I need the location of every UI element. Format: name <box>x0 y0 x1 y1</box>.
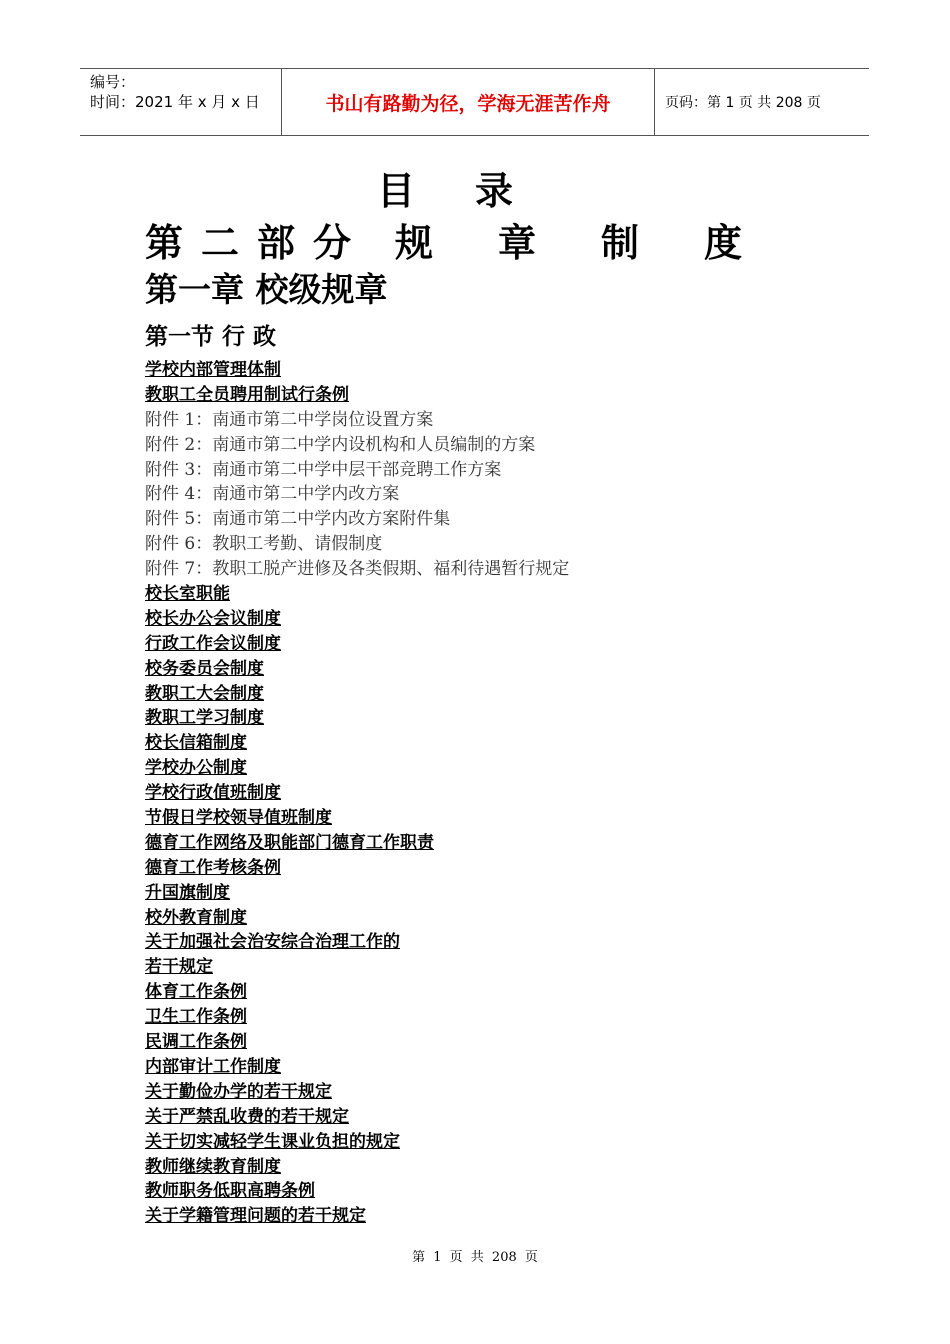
part-word: 规 <box>395 221 434 265</box>
toc-link[interactable]: 行政工作会议制度 <box>145 633 281 654</box>
toc-link[interactable]: 关于严禁乱收费的若干规定 <box>145 1106 349 1127</box>
header-motto: 书山有路勤为径，学海无涯苦作舟 <box>325 92 611 115</box>
toc-link[interactable]: 学校内部管理体制 <box>145 360 281 380</box>
toc-link[interactable]: 校务委员会制度 <box>145 658 264 679</box>
header-left-cell <box>80 69 280 135</box>
toc-subitem: 附件 1：南通市第二中学岗位设置方案 <box>145 409 434 430</box>
toc-link[interactable]: 卫生工作条例 <box>145 1007 247 1028</box>
toc-list <box>145 358 569 1229</box>
toc-link[interactable]: 校长办公会议制度 <box>145 608 281 629</box>
header-motto-cell <box>281 69 655 135</box>
toc-link[interactable]: 德育工作网络及职能部门德育工作职责 <box>145 832 434 853</box>
toc-link[interactable]: 关于加强社会治安综合治理工作的 <box>145 932 400 953</box>
toc-link[interactable]: 关于勤俭办学的若干规定 <box>145 1081 332 1102</box>
toc-link[interactable]: 关于切实减轻学生课业负担的规定 <box>145 1131 400 1152</box>
toc-title: 目录 <box>376 169 573 213</box>
toc-subitem: 附件 3：南通市第二中学中层干部竞聘工作方案 <box>145 459 502 480</box>
part-word: 制 <box>601 221 640 265</box>
toc-subitem: 附件 7：教职工脱产进修及各类假期、福利待遇暂行规定 <box>145 559 570 580</box>
part-words <box>395 212 807 267</box>
toc-link[interactable]: 关于学籍管理问题的若干规定 <box>145 1206 366 1227</box>
part-word: 度 <box>704 221 743 265</box>
toc-subitem: 附件 4：南通市第二中学内改方案 <box>145 484 400 505</box>
document-time-label: 时间：2021 年 x 月 x 日 <box>90 93 260 111</box>
toc-link[interactable]: 校长信箱制度 <box>145 733 247 754</box>
header-page-info: 页码：第 1 页 共 208 页 <box>665 95 821 111</box>
part-prefix: 第二部分 <box>145 221 370 265</box>
toc-link[interactable]: 内部审计工作制度 <box>145 1056 281 1077</box>
toc-link[interactable]: 民调工作条例 <box>145 1032 247 1053</box>
document-number-label: 编号： <box>90 73 136 91</box>
toc-link[interactable]: 若干规定 <box>145 957 213 978</box>
toc-link[interactable]: 升国旗制度 <box>145 882 230 903</box>
header-page-cell <box>655 69 869 135</box>
toc-subitem: 附件 6：教职工考勤、请假制度 <box>145 534 383 555</box>
toc-link[interactable]: 节假日学校领导值班制度 <box>145 808 332 829</box>
toc-link[interactable]: 教师继续教育制度 <box>145 1156 281 1177</box>
toc-link[interactable]: 学校办公制度 <box>145 758 247 779</box>
toc-link[interactable]: 教职工学习制度 <box>145 708 264 729</box>
toc-link[interactable]: 校外教育制度 <box>145 907 247 928</box>
toc-link[interactable]: 学校行政值班制度 <box>145 783 281 804</box>
toc-link[interactable]: 德育工作考核条例 <box>145 857 281 878</box>
page-header <box>80 68 869 136</box>
toc-link[interactable]: 教职工大会制度 <box>145 683 264 704</box>
toc-link[interactable]: 体育工作条例 <box>145 982 247 1003</box>
toc-link[interactable]: 教职工全员聘用制试行条例 <box>145 384 349 405</box>
page-footer: 第 1 页 共 208 页 <box>412 1250 538 1265</box>
chapter-heading: 第一章 校级规章 <box>145 270 388 309</box>
section-heading: 第一节 行 政 <box>145 324 277 350</box>
toc-link[interactable]: 校长室职能 <box>145 584 230 605</box>
toc-subitem: 附件 5：南通市第二中学内改方案附件集 <box>145 509 451 530</box>
part-word: 章 <box>498 221 537 265</box>
toc-subitem: 附件 2：南通市第二中学内设机构和人员编制的方案 <box>145 434 536 455</box>
part-heading <box>145 212 743 267</box>
toc-link[interactable]: 教师职务低职高聘条例 <box>145 1181 315 1202</box>
